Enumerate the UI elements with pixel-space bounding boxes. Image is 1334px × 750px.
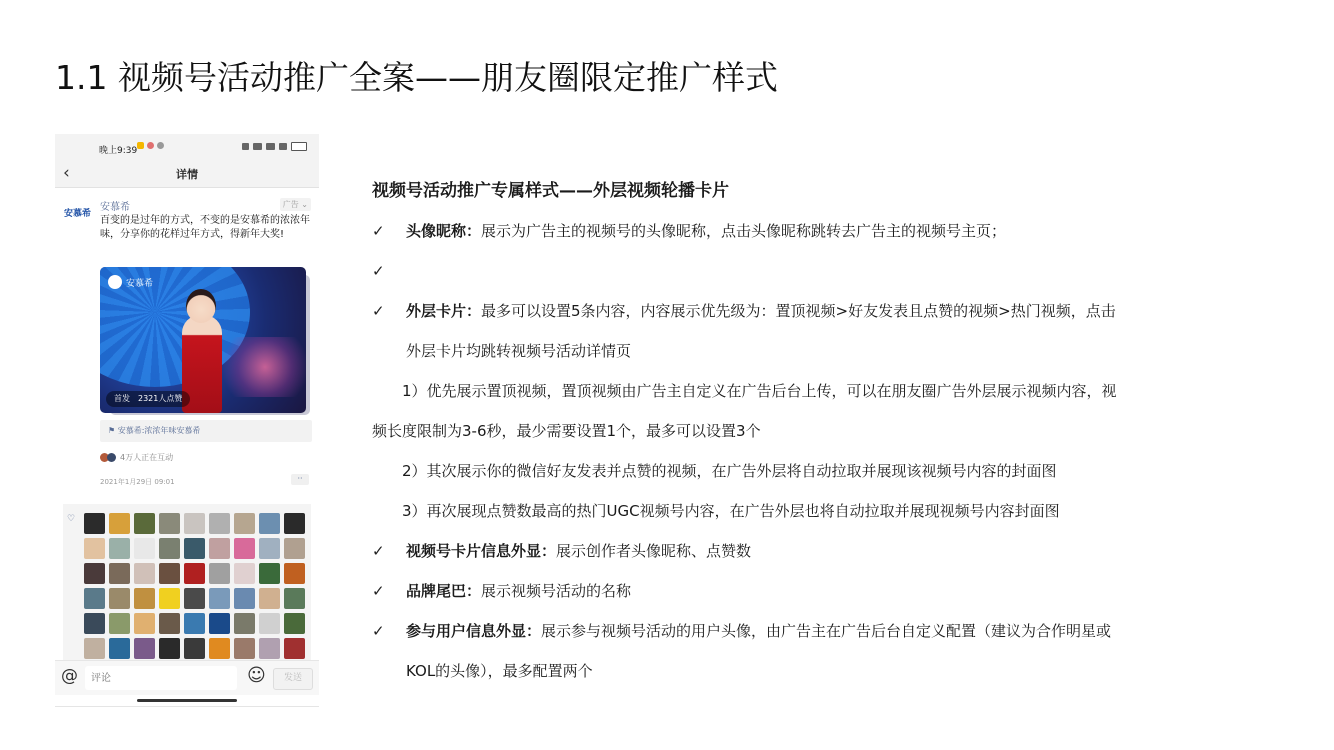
sub-item-2: 2）其次展示你的微信好友发表并点赞的视频，在广告外层将自动拉取并展现该视频号内容的封面图 (402, 462, 1057, 480)
liker-avatar[interactable] (209, 613, 230, 634)
bullet-empty (372, 260, 406, 282)
liker-avatar[interactable] (234, 613, 255, 634)
status-signal-icons (242, 142, 307, 151)
liker-avatar[interactable] (234, 563, 255, 584)
brand-tail-label: 安慕希:浓浓年味安慕希 (117, 426, 201, 435)
liker-avatar[interactable] (134, 538, 155, 559)
liker-avatar[interactable] (84, 513, 105, 534)
post-author-name[interactable]: 安慕希 (100, 202, 130, 213)
liker-avatar[interactable] (259, 538, 280, 559)
brand-tail[interactable] (100, 420, 312, 442)
liker-avatar[interactable] (184, 563, 205, 584)
phone-screenshot (55, 134, 319, 707)
back-icon[interactable]: ‹ (63, 163, 70, 183)
liker-avatar[interactable] (184, 513, 205, 534)
bullet-text: 最多可以设置5条内容，内容展示优先级为：置顶视频>好友发表且点赞的视频>热门视频，点击 (481, 302, 1116, 320)
sub-item-3: 3）再次展现点赞数最高的热门UGC视频号内容，在广告外层也将自动拉取并展现视频号内容封面图 (402, 502, 1060, 520)
card-info-chip (106, 391, 190, 407)
liker-avatar[interactable] (109, 563, 130, 584)
status-app-icons (137, 142, 164, 149)
at-icon[interactable]: @ (61, 666, 78, 686)
liker-avatar[interactable] (259, 588, 280, 609)
liker-avatar[interactable] (159, 513, 180, 534)
home-indicator (137, 699, 237, 702)
liker-avatar[interactable] (284, 613, 305, 634)
liker-avatar[interactable] (284, 563, 305, 584)
bullet-text: 展示创作者头像昵称、点赞数 (556, 542, 752, 560)
bullet-title: 参与用户信息外显： (406, 622, 542, 640)
liker-avatar[interactable] (209, 588, 230, 609)
check-icon: ✓ (372, 582, 385, 600)
liker-avatar[interactable] (209, 513, 230, 534)
liker-avatar[interactable] (209, 563, 230, 584)
content-heading: 视频号活动推广专属样式——外层视频轮播卡片 (372, 181, 729, 201)
liker-avatar[interactable] (134, 588, 155, 609)
liker-avatar[interactable] (134, 513, 155, 534)
liker-avatar[interactable] (84, 638, 105, 659)
bullet-card-info (372, 540, 751, 562)
liker-avatar[interactable] (184, 538, 205, 559)
liker-avatar[interactable] (209, 538, 230, 559)
more-button[interactable]: ·· (291, 474, 309, 485)
bullet-participant-info (372, 620, 1111, 642)
bullet-participant-info-cont: KOL的头像），最多配置两个 (406, 662, 593, 680)
liker-avatar-grid (84, 513, 305, 659)
liker-avatar[interactable] (259, 563, 280, 584)
sub-item-1-cont: 频长度限制为3-6秒，最少需要设置1个，最多可以设置3个 (372, 422, 761, 440)
liker-avatar[interactable] (234, 513, 255, 534)
liker-avatar[interactable] (134, 638, 155, 659)
liker-avatar[interactable] (134, 563, 155, 584)
liker-avatar[interactable] (284, 538, 305, 559)
liker-avatar[interactable] (159, 638, 180, 659)
comment-bar (55, 660, 319, 695)
heart-icon: ♡ (67, 514, 76, 524)
liker-avatar[interactable] (184, 588, 205, 609)
liker-avatar[interactable] (134, 613, 155, 634)
check-icon: ✓ (372, 222, 385, 240)
liker-avatar[interactable] (159, 538, 180, 559)
check-icon: ✓ (372, 622, 385, 640)
liker-avatar[interactable] (284, 588, 305, 609)
liker-avatar[interactable] (259, 613, 280, 634)
liker-avatar[interactable] (234, 638, 255, 659)
liker-avatar[interactable] (234, 588, 255, 609)
liker-avatar[interactable] (184, 638, 205, 659)
bullet-title: 品牌尾巴： (406, 582, 482, 600)
bullet-title: 头像昵称： (406, 222, 482, 240)
liker-avatar[interactable] (284, 513, 305, 534)
check-icon: ✓ (372, 302, 385, 320)
check-icon: ✓ (372, 262, 385, 280)
bullet-text: 展示视频号活动的名称 (481, 582, 632, 600)
liker-avatar[interactable] (109, 538, 130, 559)
cover-lantern-glow (220, 337, 306, 397)
ad-tag[interactable]: 广告 ⌄ (280, 198, 311, 211)
video-carousel-card[interactable] (100, 267, 312, 417)
liker-avatar[interactable] (259, 638, 280, 659)
bullet-outer-card (372, 300, 1116, 322)
bullet-outer-card-cont: 外层卡片均跳转视频号活动详情页 (406, 342, 632, 360)
status-time: 晚上9:39 (99, 146, 138, 156)
nav-title: 详情 (176, 168, 198, 181)
slide-title: 1.1 视频号活动推广全案——朋友圈限定推广样式 (55, 58, 778, 97)
flag-icon: ⚑ (108, 426, 116, 435)
liker-avatar[interactable] (109, 588, 130, 609)
post-time: 2021年1月29日 09:01 (100, 478, 175, 486)
bullet-title: 视频号卡片信息外显： (406, 542, 557, 560)
bullet-text: 展示为广告主的视频号的头像昵称，点击头像昵称跳转去广告主的视频号主页； (481, 222, 1007, 240)
card-avatar-name[interactable]: 安慕希 (126, 279, 154, 289)
bullet-brand-tail (372, 580, 631, 602)
liker-avatar[interactable] (209, 638, 230, 659)
bullet-title: 外层卡片： (406, 302, 482, 320)
cover-figure-head (186, 289, 216, 323)
bullet-avatar-nickname (372, 220, 1006, 242)
likes-area (63, 504, 311, 660)
send-button[interactable]: 发送 (273, 668, 313, 690)
bullet-text: 展示参与视频号活动的用户头像，由广告主在广告后台自定义配置（建议为合作明星或 (541, 622, 1112, 640)
participant-avatar (107, 453, 116, 462)
sub-item-1: 1）优先展示置顶视频，置顶视频由广告主自定义在广告后台上传，可以在朋友圈广告外层展示视频内容，视 (402, 382, 1117, 400)
check-icon: ✓ (372, 542, 385, 560)
liker-avatar[interactable] (159, 563, 180, 584)
nav-bar (55, 160, 319, 188)
liker-avatar[interactable] (84, 563, 105, 584)
video-card-cover[interactable] (100, 267, 306, 413)
liker-avatar[interactable] (84, 613, 105, 634)
liker-avatar[interactable] (184, 613, 205, 634)
liker-avatar[interactable] (84, 588, 105, 609)
liker-avatar[interactable] (159, 613, 180, 634)
brand-logo[interactable]: 安慕希 (64, 209, 92, 219)
post-text: 百变的是过年的方式，不变的是安慕希的浓浓年味，分享你的花样过年方式，得新年大奖! (100, 215, 310, 240)
participants-row[interactable] (100, 452, 173, 463)
liker-avatar[interactable] (234, 538, 255, 559)
status-bar (55, 134, 319, 160)
liker-avatar[interactable] (284, 638, 305, 659)
card-chip-first: 首发 (114, 394, 130, 403)
participants-label: 4万人正在互动 (120, 453, 174, 462)
ad-tag-label: 广告 (282, 200, 299, 209)
liker-avatar[interactable] (259, 513, 280, 534)
comment-input[interactable] (85, 666, 237, 690)
card-avatar[interactable] (108, 275, 122, 289)
liker-avatar[interactable] (84, 538, 105, 559)
liker-avatar[interactable] (109, 638, 130, 659)
emoji-icon[interactable]: ☺ (247, 665, 266, 686)
card-chip-likes: 2321人点赞 (138, 394, 183, 403)
liker-avatar[interactable] (159, 588, 180, 609)
liker-avatar[interactable] (109, 513, 130, 534)
liker-avatar[interactable] (109, 613, 130, 634)
